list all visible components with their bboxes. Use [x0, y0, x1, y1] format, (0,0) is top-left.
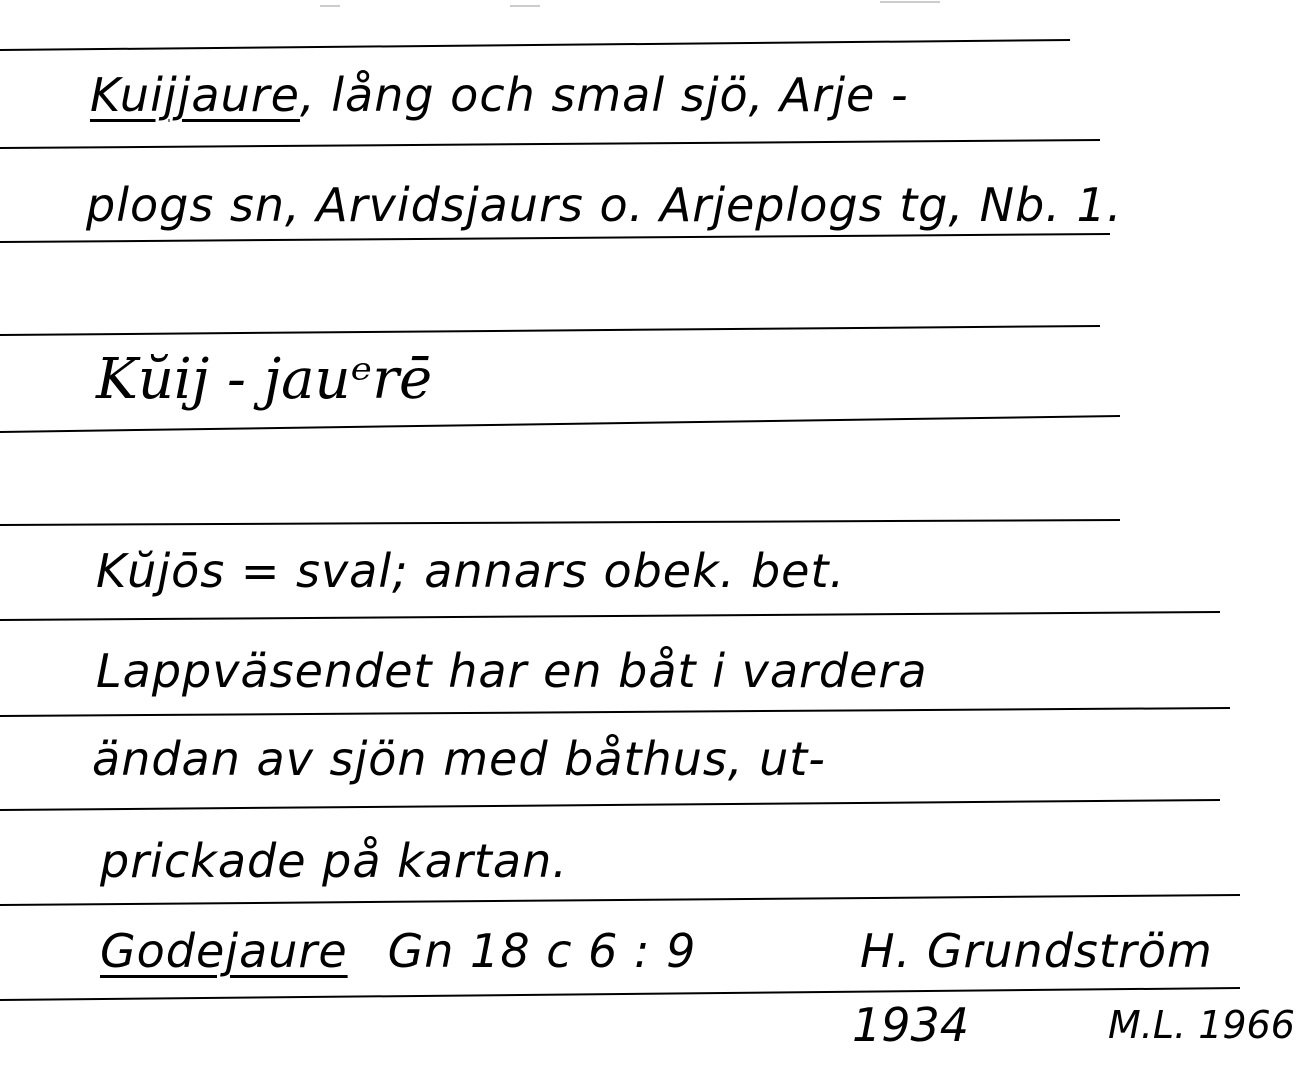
- rule-line: [0, 800, 1220, 810]
- entry-line-1: [90, 68, 909, 122]
- note-line-2: ändan av sjön med båthus, ut-: [92, 732, 826, 786]
- headword: Kuijjaure: [90, 68, 300, 122]
- rule-line: [0, 895, 1240, 905]
- note-line-3: prickade på kartan.: [100, 834, 568, 888]
- etymology-line: Kŭjōs = sval; annars obek. bet.: [96, 544, 846, 598]
- signature-name: H. Grundström: [860, 924, 1213, 978]
- note-line-1: Lappväsendet har en båt i vardera: [96, 644, 928, 698]
- pronunciation: Kŭij - jauᵉrē: [96, 347, 433, 412]
- rule-line: [0, 326, 1100, 335]
- source-line: [100, 924, 736, 978]
- signature-year: 1934: [852, 998, 970, 1052]
- rule-line: [0, 520, 1120, 525]
- source-place: Godejaure: [100, 924, 348, 978]
- rule-line: [0, 708, 1230, 716]
- rule-line: [0, 40, 1070, 50]
- entry-line-1-rest: , lång och smal sjö, Arje -: [299, 68, 909, 122]
- rule-line: [0, 988, 1240, 1000]
- entry-line-2: plogs sn, Arvidsjaurs o. Arjeplogs tg, Nb. 1.: [86, 178, 1123, 232]
- rule-line: [0, 612, 1220, 620]
- revision-initials: M.L. 1966: [1108, 1003, 1295, 1047]
- rule-line: [0, 140, 1100, 148]
- rule-line: [0, 234, 1110, 242]
- rule-line: [0, 416, 1120, 432]
- source-reference: Gn 18 c 6 : 9: [387, 924, 697, 978]
